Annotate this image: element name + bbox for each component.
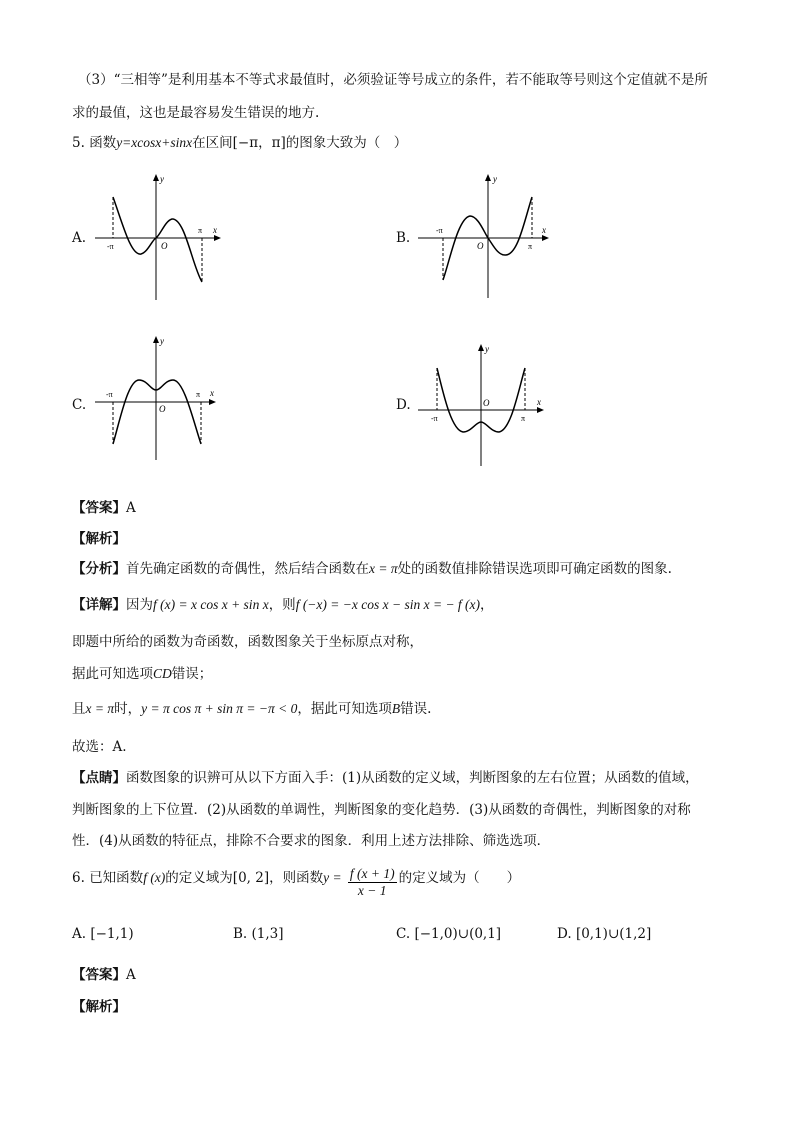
graph-option-c xyxy=(95,332,225,467)
math-x-eq-pi: x = π xyxy=(369,561,398,576)
origin-label: O xyxy=(477,241,484,251)
analysis-label: 【解析】 xyxy=(72,531,126,547)
math-y-eq: y = xyxy=(323,870,342,885)
dianjing-line-3: 性．(4)从函数的特征点，排除不合要求的图象．利用上述方法排除、筛选选项． xyxy=(72,833,551,849)
answer-5 xyxy=(72,496,136,516)
x-axis-arrow xyxy=(209,399,216,405)
y-label: y xyxy=(493,174,497,184)
xiangjie-text-3: ， xyxy=(480,597,494,613)
curve xyxy=(113,197,202,282)
pi-label: π xyxy=(196,390,201,399)
curve xyxy=(113,380,201,444)
pi-label: π xyxy=(198,226,203,235)
answer-label: 【答案】 xyxy=(72,500,126,516)
x-axis-arrow xyxy=(537,407,544,413)
answer-value: A xyxy=(126,500,136,516)
analysis-label-6: 【解析】 xyxy=(72,999,126,1015)
option-c-label: C. xyxy=(72,397,87,413)
math-y-value: y = π cos π + sin π = −π < 0 xyxy=(141,701,298,716)
q6-option-c: C. [−1,0)∪(0,1] xyxy=(396,926,502,942)
dianjing-label: 【点睛】 xyxy=(72,770,126,786)
note-3-line-1: （3）“三相等”是利用基本不等式求最值时，必须验证等号成立的条件，若不能取等号则这个定值就不是所 xyxy=(78,72,708,88)
cd-wrong-line: 据此可知选项CD错误； xyxy=(72,666,213,682)
fraction xyxy=(348,866,397,899)
answer-value: A xyxy=(126,967,136,983)
odd-function-line: 即题中所给的函数为奇函数，函数图象关于坐标原点对称， xyxy=(72,634,423,650)
q6-option-a: A. [−1,1) xyxy=(72,926,134,942)
math-cd: CD xyxy=(153,666,172,681)
note-3-line-2: 求的最值，这也是最容易发生错误的地方. xyxy=(72,105,320,121)
graph-option-d xyxy=(418,340,553,470)
q6-option-b: B. (1,3] xyxy=(233,926,284,942)
graph-option-a xyxy=(95,170,225,305)
y-label: y xyxy=(160,174,164,184)
fraction-denominator: x − 1 xyxy=(357,883,387,898)
question-5-stem xyxy=(72,131,407,151)
pi-label: π xyxy=(528,242,533,251)
math-fx: f (x) = x cos x + sin x xyxy=(153,597,269,612)
q6-option-d: D. [0,1)∪(1,2] xyxy=(557,926,652,942)
math-b: B xyxy=(391,701,401,716)
xiangjie-text: 因为 xyxy=(126,597,153,613)
fenxi-line xyxy=(72,557,672,577)
xiangjie-line xyxy=(72,593,494,613)
neg-pi-label: -π xyxy=(107,242,114,251)
function-expression: y=xcosx+sinx xyxy=(116,135,193,150)
origin-label: O xyxy=(483,398,490,408)
x-axis-arrow xyxy=(214,235,221,241)
option-b-label: B. xyxy=(396,230,411,246)
x-label: x xyxy=(542,225,546,235)
x-label: x xyxy=(537,397,541,407)
question-text: 函数 xyxy=(89,135,117,151)
graph-option-b xyxy=(418,170,553,305)
neg-pi-label: -π xyxy=(436,226,443,235)
y-axis-arrow xyxy=(153,336,159,343)
fraction-numerator: f (x + 1) xyxy=(349,866,395,881)
fenxi-text-tail: 处的函数值排除错误选项即可确定函数的图象. xyxy=(397,561,672,577)
xiangjie-label: 【详解】 xyxy=(72,597,126,613)
question-text-tail: 在区间[−π，π]的图象大致为（ ） xyxy=(192,135,408,151)
math-x-eq-pi-2: x = π xyxy=(85,701,115,716)
y-label: y xyxy=(485,344,489,354)
x-label: x xyxy=(213,225,217,235)
dianjing-line-2: 判断图象的上下位置．(2)从函数的单调性，判断图象的变化趋势．(3)从函数的奇偶性，判断图象的对称 xyxy=(72,802,691,818)
b-wrong-line: 且x = π时，y = π cos π + sin π = −π < 0，据此可知选项B错误. xyxy=(72,701,432,717)
y-axis-arrow xyxy=(478,344,484,351)
origin-label: O xyxy=(161,241,168,251)
x-label: x xyxy=(210,388,214,398)
option-a-label: A. xyxy=(72,230,87,246)
xiangjie-text-2: ，则 xyxy=(268,597,296,613)
y-axis-arrow xyxy=(153,174,159,181)
answer-6 xyxy=(72,963,136,983)
pi-label: π xyxy=(521,414,526,423)
dianjing-line-1: 【点睛】函数图象的识辨可从以下方面入手：(1)从函数的定义域，判断图象的左右位置；从函数的值域， xyxy=(72,770,699,786)
fenxi-label: 【分析】 xyxy=(72,561,126,577)
y-axis-arrow xyxy=(485,174,491,181)
y-label: y xyxy=(160,336,164,346)
neg-pi-label: -π xyxy=(106,390,113,399)
math-fx: f (x) xyxy=(143,870,166,885)
question-number: 6. xyxy=(72,870,85,886)
math-f-neg-x: f (−x) = −x cos x − sin x = − f (x) xyxy=(295,597,481,612)
question-6-stem: 6. 已知函数f (x)的定义域为[0, 2]，则函数y = $\frac{f (x + 1)}{x - 1}$ 的定义域为（ ） xyxy=(72,866,521,898)
option-d-label: D. xyxy=(396,397,411,413)
math-interval: [0, 2] xyxy=(232,870,270,886)
conclusion-line: 故选：A. xyxy=(72,739,127,755)
question-number: 5. xyxy=(72,135,85,151)
origin-label: O xyxy=(159,404,166,414)
x-axis-arrow xyxy=(542,235,549,241)
answer-label: 【答案】 xyxy=(72,967,126,983)
fenxi-text: 首先确定函数的奇偶性，然后结合函数在 xyxy=(126,561,369,577)
neg-pi-label: -π xyxy=(431,414,438,423)
